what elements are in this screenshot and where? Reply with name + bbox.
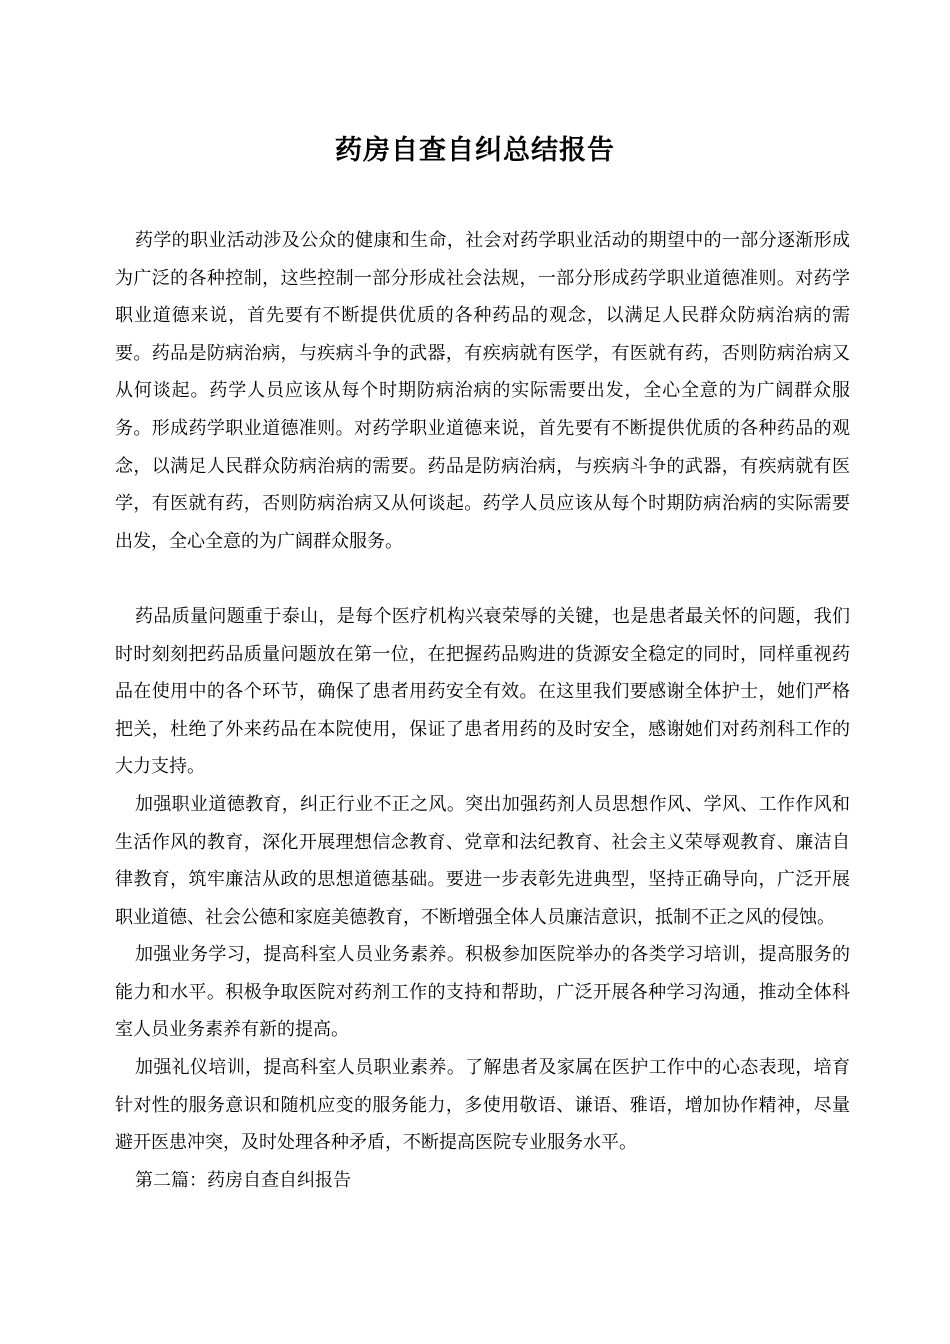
section-heading-part-two: 第二篇：药房自查自纠报告 bbox=[135, 1169, 351, 1191]
document-title: 药房自查自纠总结报告 bbox=[335, 135, 615, 166]
paragraph-pharmacy-ethics: 药学的职业活动涉及公众的健康和生命，社会对药学职业活动的期望中的一部分逐渐形成为广泛的各种控制，这些控制一部分形成社会法规，一部分形成药学职业道德准则。对药学职业道德来说，首先要有不断提供优质的各种药品的观念，以满足人民群众防病治病的需要。药品是防病治病，与疾病斗争的武器，有疾病就有医学，有医就有药，否则防病治病又从何谈起。药学人员应该从每个时期防病治病的实际需要出发，全心全意的为广阔群众服务。形成药学职业道德准则。对药学职业道德来说，首先要有不断提供优质的各种药品的观念，以满足人民群众防病治病的需要。药品是防病治病，与疾病斗争的武器，有疾病就有医学，有医就有药，否则防病治病又从何谈起。药学人员应该从每个时期防病治病的实际需要出发，全心全意的为广阔群众服务。 bbox=[115, 230, 850, 552]
paragraph-professional-ethics-education: 加强职业道德教育，纠正行业不正之风。突出加强药剂人员思想作风、学风、工作作风和生活作风的教育，深化开展理想信念教育、党章和法纪教育、社会主义荣辱观教育、廉洁自律教育，筑牢廉洁从政的思想道德基础。要进一步表彰先进典型，坚持正确导向，广泛开展职业道德、社会公德和家庭美德教育，不断增强全体人员廉洁意识，抵制不正之风的侵蚀。 bbox=[115, 793, 850, 928]
paragraph-etiquette-training: 加强礼仪培训，提高科室人员职业素养。了解患者及家属在医护工作中的心态表现，培育针对性的服务意识和随机应变的服务能力，多使用敬语、谦语、雅语，增加协作精神，尽量避开医患冲突，及时处理各种矛盾，不断提高医院专业服务水平。 bbox=[115, 1057, 850, 1154]
document-body bbox=[115, 222, 850, 1199]
paragraph-drug-quality: 药品质量问题重于泰山，是每个医疗机构兴衰荣辱的关键，也是患者最关怀的问题，我们时时刻刻把药品质量问题放在第一位，在把握药品购进的货源安全稳定的同时，同样重视药品在使用中的各个环节，确保了患者用药安全有效。在这里我们要感谢全体护士，她们严格把关，杜绝了外来药品在本院使用，保证了患者用药的及时安全，感谢她们对药剂科工作的大力支持。 bbox=[115, 605, 850, 778]
paragraph-business-study: 加强业务学习，提高科室人员业务素养。积极参加医院举办的各类学习培训，提高服务的能力和水平。积极争取医院对药剂工作的支持和帮助，广泛开展各种学习沟通，推动全体科室人员业务素养有新的提高。 bbox=[115, 944, 850, 1041]
